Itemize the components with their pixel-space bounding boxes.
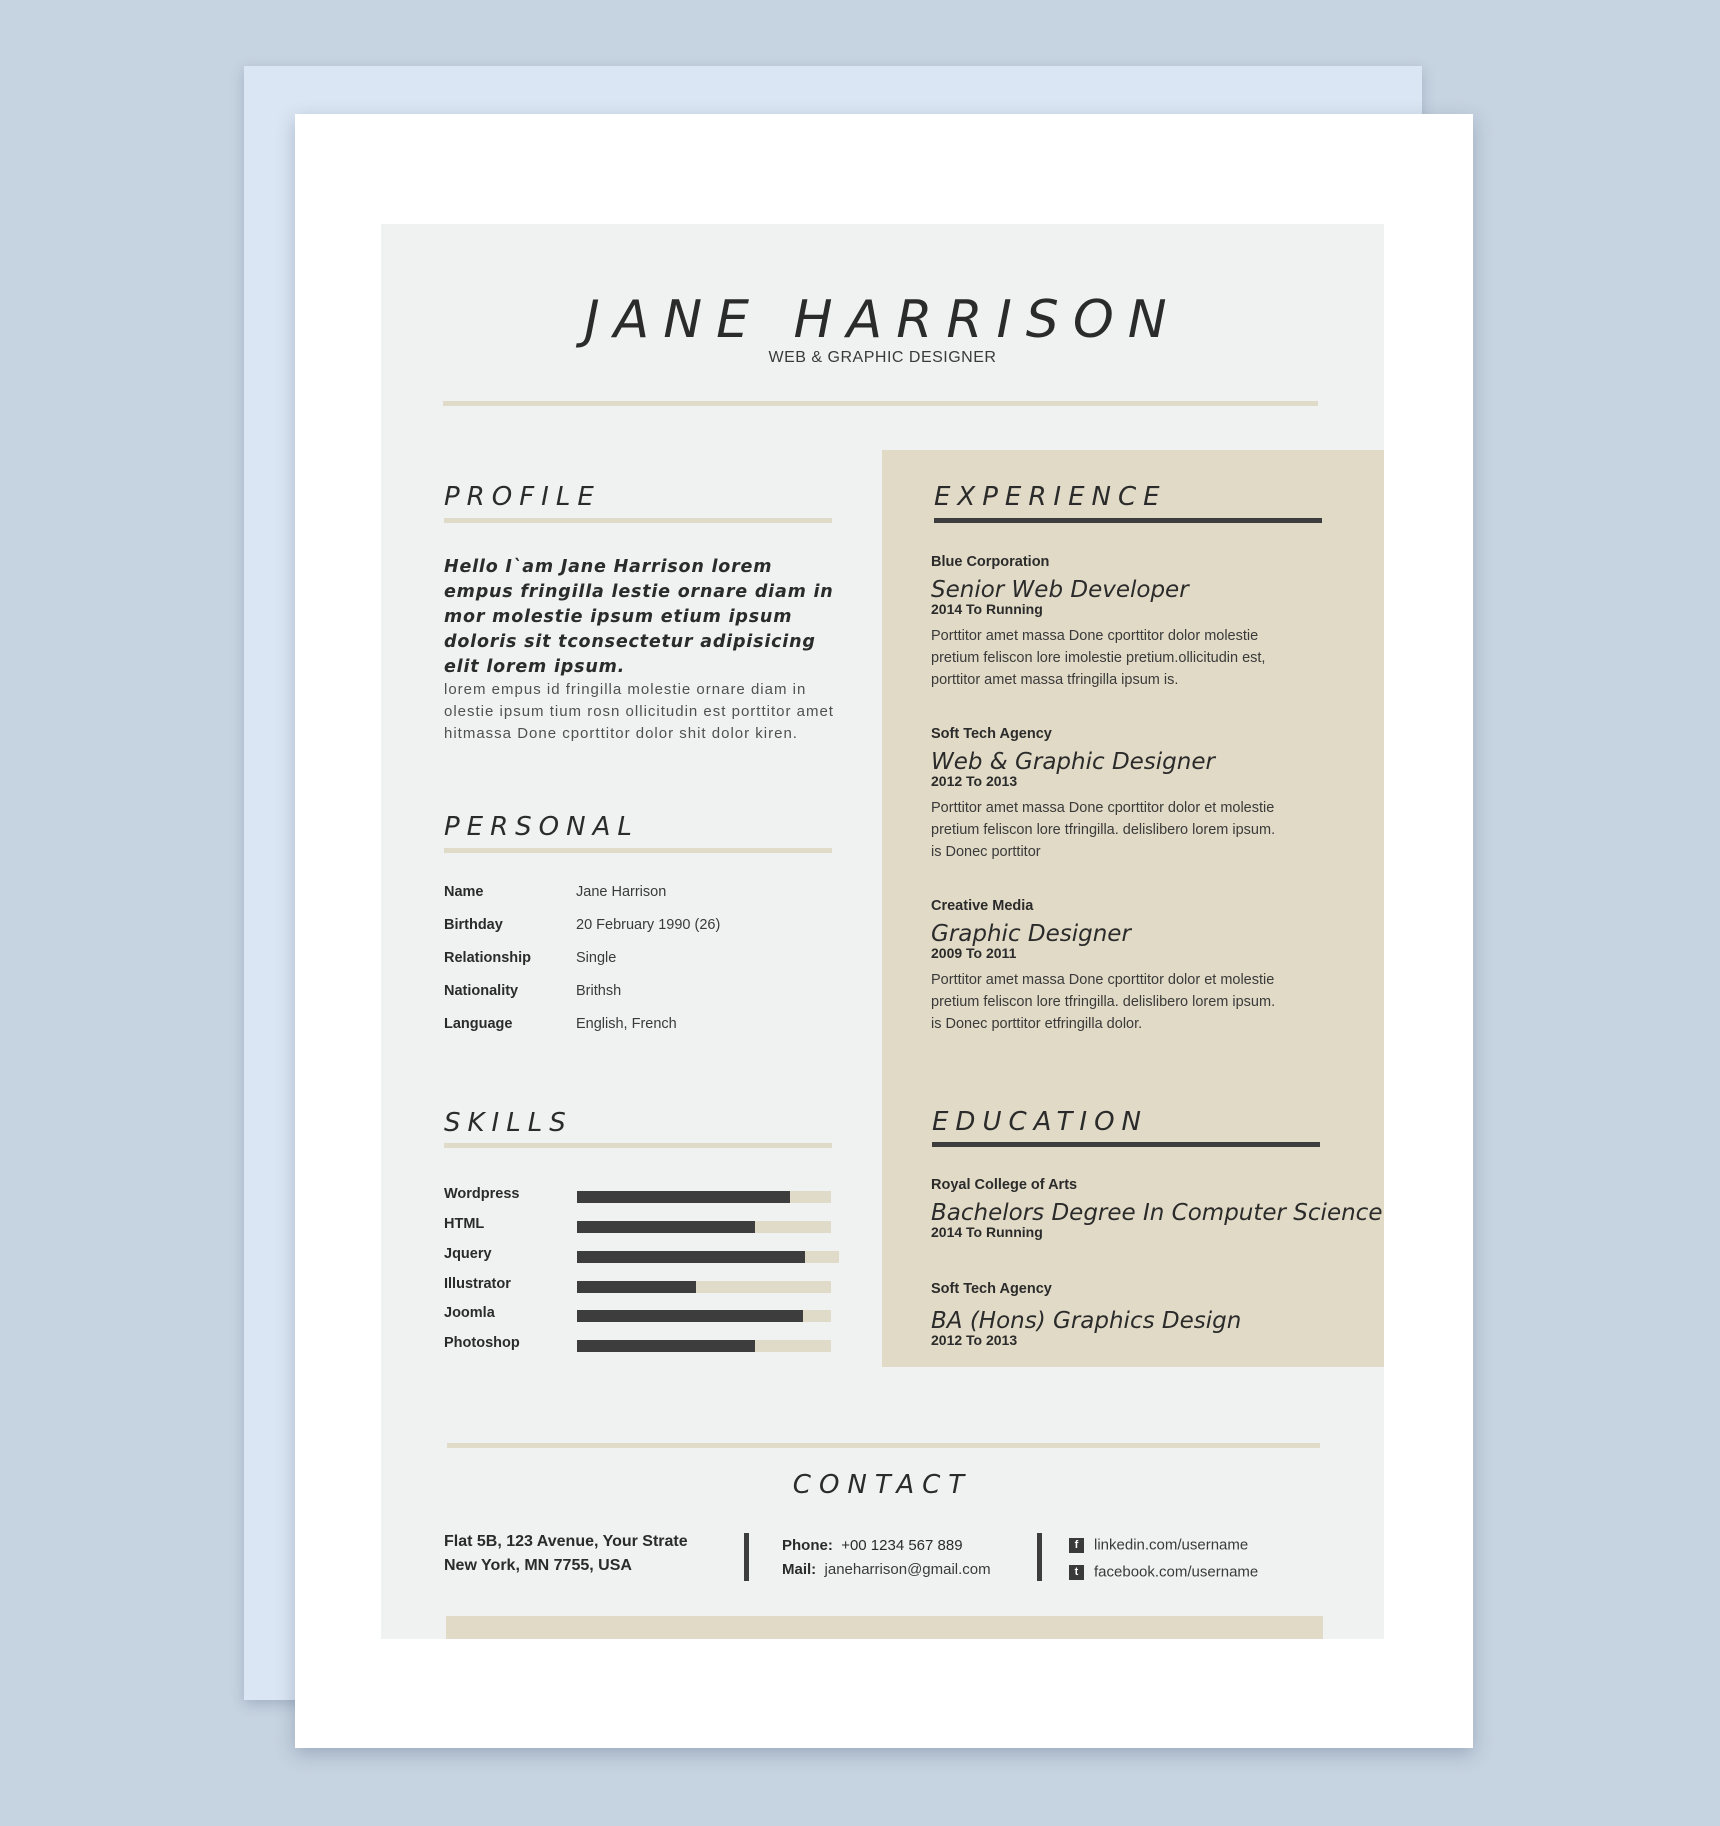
job-title: Graphic Designer	[931, 921, 1131, 947]
personal-value: 20 February 1990 (26)	[576, 917, 721, 933]
skill-bar	[577, 1281, 831, 1293]
phone-label: Phone:	[782, 1537, 833, 1554]
experience-heading: EXPERIENCE	[934, 482, 1167, 512]
profile-heading: PROFILE	[444, 482, 601, 512]
job-company: Creative Media	[931, 898, 1034, 914]
job-entry	[931, 898, 1361, 1035]
personal-underline	[444, 848, 832, 853]
job-title: Web & Graphic Designer	[931, 749, 1215, 775]
skill-bar	[577, 1221, 831, 1233]
skill-fill	[577, 1191, 790, 1203]
resume-page	[381, 224, 1384, 1639]
job-desc-line: is Donec porttitor	[931, 844, 1041, 860]
contact-phone-mail	[782, 1534, 991, 1582]
education-degree: BA (Hons) Graphics Design	[931, 1308, 1242, 1334]
job-company: Blue Corporation	[931, 554, 1050, 570]
contact-address	[444, 1530, 688, 1578]
address-line: New York, MN 7755, USA	[444, 1557, 632, 1574]
skill-fill	[577, 1310, 803, 1322]
personal-value: Jane Harrison	[576, 884, 667, 900]
personal-heading: PERSONAL	[444, 812, 639, 842]
personal-row	[444, 983, 844, 1005]
skill-fill	[577, 1281, 696, 1293]
profile-body: lorem empus id fringilla molestie ornare diam in olestie ipsum tium rosn ollicitudin est porttitor amet hitmassa Done cporttitor dolor shit dolor kiren.	[444, 681, 834, 742]
job-desc-line: pretium feliscon lore imolestie pretium.ollicitudin est,	[931, 650, 1266, 666]
skill-label: Photoshop	[444, 1335, 520, 1351]
linkedin-link[interactable]	[1069, 1536, 1248, 1556]
skill-label: Jquery	[444, 1246, 492, 1262]
personal-row	[444, 1016, 844, 1038]
personal-value: English, French	[576, 1016, 677, 1032]
skill-row	[444, 1276, 844, 1296]
linkedin-text: linkedin.com/username	[1094, 1536, 1249, 1554]
footer-band	[446, 1616, 1323, 1639]
resume-subtitle: WEB & GRAPHIC DESIGNER	[768, 349, 997, 366]
skills-underline	[444, 1143, 832, 1148]
contact-separator	[1037, 1533, 1042, 1581]
personal-value: Single	[576, 950, 617, 966]
skill-row	[444, 1335, 844, 1355]
twitter-icon: t	[1069, 1565, 1084, 1580]
job-desc-line: Porttitor amet massa Done cporttitor dolor et molestie	[931, 972, 1275, 988]
personal-label: Nationality	[444, 983, 519, 999]
skills-heading: SKILLS	[444, 1108, 573, 1138]
contact-heading: CONTACT	[792, 1470, 973, 1500]
skill-label: Wordpress	[444, 1186, 520, 1202]
education-school: Soft Tech Agency	[931, 1281, 1052, 1297]
profile-intro: Hello I`am Jane Harrison lorem empus fringilla lestie ornare diam in mor molestie ipsum etium ipsum doloris sit tconsectetur adipisicing elit lorem ipsum.	[444, 557, 834, 677]
job-description	[931, 797, 1361, 863]
skill-bar	[577, 1310, 831, 1322]
personal-label: Relationship	[444, 950, 532, 966]
education-years: 2014 To Running	[931, 1224, 1043, 1240]
header-divider	[443, 401, 1318, 406]
skill-label: Illustrator	[444, 1276, 511, 1292]
profile-underline	[444, 518, 832, 523]
job-years: 2014 To Running	[931, 601, 1043, 617]
job-description	[931, 969, 1361, 1035]
skill-bar	[577, 1340, 831, 1352]
facebook-link[interactable]	[1069, 1563, 1258, 1583]
address-line: Flat 5B, 123 Avenue, Your Strate	[444, 1533, 688, 1550]
skill-fill	[577, 1251, 805, 1263]
job-desc-line: pretium feliscon lore tfringilla. delislibero lorem ipsum.	[931, 822, 1276, 838]
education-heading: EDUCATION	[932, 1107, 1148, 1137]
job-years: 2009 To 2011	[931, 945, 1017, 961]
job-title: Senior Web Developer	[931, 577, 1189, 603]
job-company: Soft Tech Agency	[931, 726, 1052, 742]
skill-row	[444, 1305, 844, 1325]
phone-row	[782, 1534, 991, 1558]
mail-value[interactable]: janeharrison@gmail.com	[824, 1561, 991, 1578]
education-entry	[931, 1177, 1383, 1242]
job-years: 2012 To 2013	[931, 773, 1018, 789]
job-description	[931, 625, 1361, 691]
skill-bar	[577, 1251, 839, 1263]
education-underline	[932, 1142, 1320, 1147]
education-degree: Bachelors Degree In Computer Science	[931, 1200, 1383, 1226]
facebook-icon: f	[1069, 1538, 1084, 1553]
personal-label: Birthday	[444, 917, 503, 933]
job-desc-line: Porttitor amet massa Done cporttitor dolor et molestie	[931, 800, 1275, 816]
phone-value: +00 1234 567 889	[841, 1537, 963, 1554]
mail-label: Mail:	[782, 1561, 817, 1578]
resume-name: JANE HARRISON	[584, 290, 1181, 350]
job-desc-line: pretium feliscon lore tfringilla. delislibero lorem ipsum.	[931, 994, 1276, 1010]
mail-row	[782, 1558, 991, 1582]
job-entry	[931, 554, 1361, 691]
personal-value: Brithsh	[576, 983, 622, 999]
personal-label: Name	[444, 884, 484, 900]
education-school: Royal College of Arts	[931, 1177, 1078, 1193]
skill-row	[444, 1186, 844, 1206]
experience-underline	[934, 518, 1322, 523]
job-desc-line: porttitor amet massa tfringilla ipsum is.	[931, 672, 1179, 688]
skill-fill	[577, 1340, 755, 1352]
skill-row	[444, 1216, 844, 1236]
job-desc-line: is Donec porttitor etfringilla dolor.	[931, 1016, 1143, 1032]
job-entry	[931, 726, 1361, 863]
contact-separator	[744, 1533, 749, 1581]
facebook-text: facebook.com/username	[1094, 1563, 1259, 1581]
personal-row	[444, 884, 844, 906]
skill-row	[444, 1246, 844, 1266]
education-entry	[931, 1281, 1361, 1350]
contact-divider	[447, 1443, 1320, 1448]
education-years: 2012 To 2013	[931, 1332, 1018, 1348]
personal-label: Language	[444, 1016, 513, 1032]
personal-row	[444, 917, 844, 939]
skill-label: Joomla	[444, 1305, 495, 1321]
personal-row	[444, 950, 844, 972]
skill-bar	[577, 1191, 831, 1203]
job-desc-line: Porttitor amet massa Done cporttitor dolor molestie	[931, 628, 1259, 644]
skill-fill	[577, 1221, 755, 1233]
skill-label: HTML	[444, 1216, 485, 1232]
